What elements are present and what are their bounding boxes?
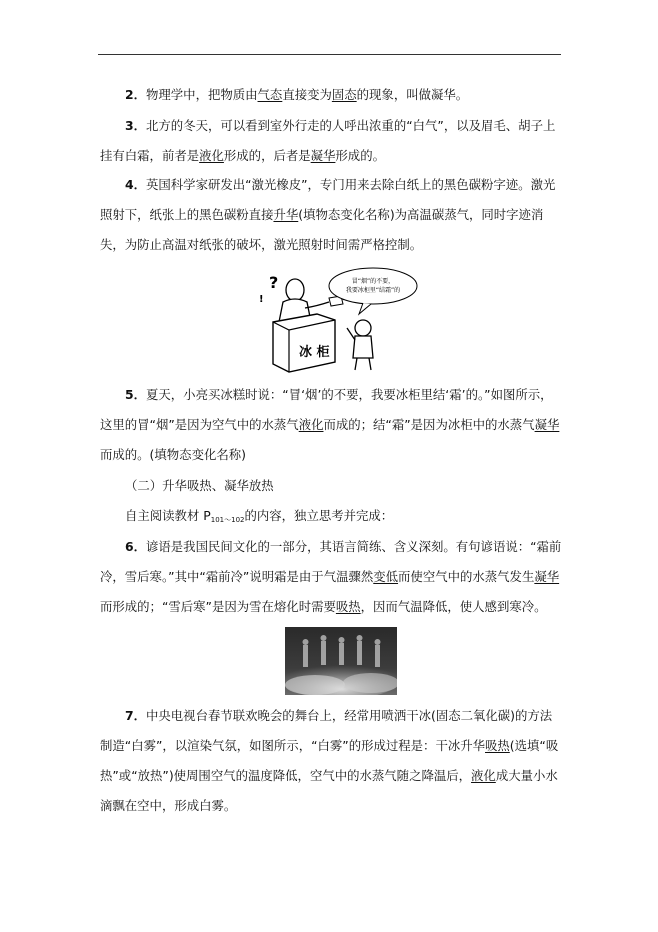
question-2 bbox=[100, 80, 562, 110]
seller-arm bbox=[305, 302, 329, 308]
text: (选填“吸热”或“放热”)使周围空气的温度降低，空气中的水蒸气随之降温后， bbox=[100, 738, 559, 783]
text: 成大量小水滴飘在空中，形成白雾。 bbox=[100, 768, 558, 813]
answer-blank: 凝华 bbox=[534, 417, 560, 432]
answer-blank: 凝华 bbox=[534, 569, 560, 584]
text: 北方的冬天，可以看到室外行走的人呼出浓重的“白气”，以及眉毛、胡子上挂有白霜，前者是 bbox=[100, 118, 556, 163]
question-5 bbox=[100, 380, 562, 470]
text: 的现象，叫做凝华。 bbox=[356, 87, 469, 102]
question-6 bbox=[100, 532, 562, 622]
question-mark-icon: ? bbox=[269, 273, 279, 292]
answer-blank: 凝华 bbox=[310, 148, 336, 163]
question-4 bbox=[100, 170, 562, 260]
child-head bbox=[355, 320, 371, 336]
text: 物理学中，把物质由 bbox=[146, 87, 258, 102]
text: 谚语是我国民间文化的一部分，其语言简练、含义深刻。有句谚语说：“霜前冷，雪后寒。”其中“霜前冷”说明霜是由于气温骤然 bbox=[100, 539, 562, 584]
ice-cabinet-illustration bbox=[255, 262, 425, 377]
question-number: 2． bbox=[125, 87, 147, 102]
answer-blank: 气态 bbox=[257, 87, 283, 102]
stage-fog-photo bbox=[285, 627, 397, 695]
text: 中央电视台春节联欢晚会的舞台上，经常用喷洒干冰(固态二氧化碳)的方法制造“白雾”，以渲染气氛，如图所示，“白雾”的形成过程是：干冰升华 bbox=[100, 708, 553, 753]
answer-blank: 变低 bbox=[373, 569, 399, 584]
child-body bbox=[353, 336, 373, 358]
text: 而成的。(填物态变化名称) bbox=[100, 447, 246, 462]
answer-blank: 吸热 bbox=[485, 738, 510, 753]
page-range: 101～102 bbox=[210, 516, 245, 524]
answer-blank: 固态 bbox=[331, 87, 357, 102]
text: ，因而气温降低，使人感到寒冷。 bbox=[360, 599, 547, 614]
text: 形成的。 bbox=[335, 148, 385, 163]
answer-blank: 液化 bbox=[298, 417, 324, 432]
text: (填物态变化名称)为高温碳蒸气，同时字迹消失，为防止高温对纸张的破坏，激光照射时间需严格控制。 bbox=[100, 207, 544, 252]
question-3 bbox=[100, 111, 562, 171]
cabinet-label: 冰 柜 bbox=[299, 345, 330, 360]
text: 而形成的；“雪后寒”是因为雪在熔化时需要 bbox=[100, 599, 336, 614]
text: 而使空气中的水蒸气发生 bbox=[398, 569, 535, 584]
answer-blank: 升华 bbox=[273, 207, 299, 222]
section-heading: （二）升华吸热、凝华放热 bbox=[125, 478, 274, 493]
question-number: 5． bbox=[125, 387, 147, 402]
text: 夏天，小亮买冰糕时说：“冒‘烟’的不要，我要冰柜里结‘霜’的。”如图所示，这里的冒“烟”是因为空气中的水蒸气 bbox=[100, 387, 553, 432]
question-number: 4． bbox=[125, 177, 147, 192]
exclamation-icon: ! bbox=[259, 294, 264, 305]
seller-head bbox=[286, 279, 304, 301]
bubble-text-line-1: 冒“烟”的不要， bbox=[351, 278, 395, 285]
text: 自主阅读教材 P bbox=[125, 508, 211, 523]
text: 英国科学家研发出“激光橡皮”，专门用来去除白纸上的黑色碳粉字迹。激光照射下，纸张上的黑色碳粉直接 bbox=[100, 177, 556, 222]
question-number: 6． bbox=[125, 539, 147, 554]
text: 的内容，独立思考并完成： bbox=[244, 508, 394, 523]
ice-cabinet-box bbox=[273, 314, 335, 372]
speech-bubble bbox=[329, 268, 417, 304]
question-number: 7． bbox=[125, 708, 147, 723]
question-number: 3． bbox=[125, 118, 147, 133]
text: 直接变为 bbox=[282, 87, 332, 102]
text: 而成的；结“霜”是因为冰柜中的水蒸气 bbox=[323, 417, 535, 432]
question-7 bbox=[100, 701, 562, 821]
text: 形成的，后者是 bbox=[223, 148, 311, 163]
header-rule bbox=[98, 54, 561, 55]
answer-blank: 液化 bbox=[471, 768, 496, 783]
bubble-text-line-2: 我要冰柜里“结霜”的 bbox=[345, 287, 401, 294]
reading-instruction bbox=[125, 501, 555, 535]
answer-blank: 吸热 bbox=[335, 599, 361, 614]
answer-blank: 液化 bbox=[199, 148, 224, 163]
